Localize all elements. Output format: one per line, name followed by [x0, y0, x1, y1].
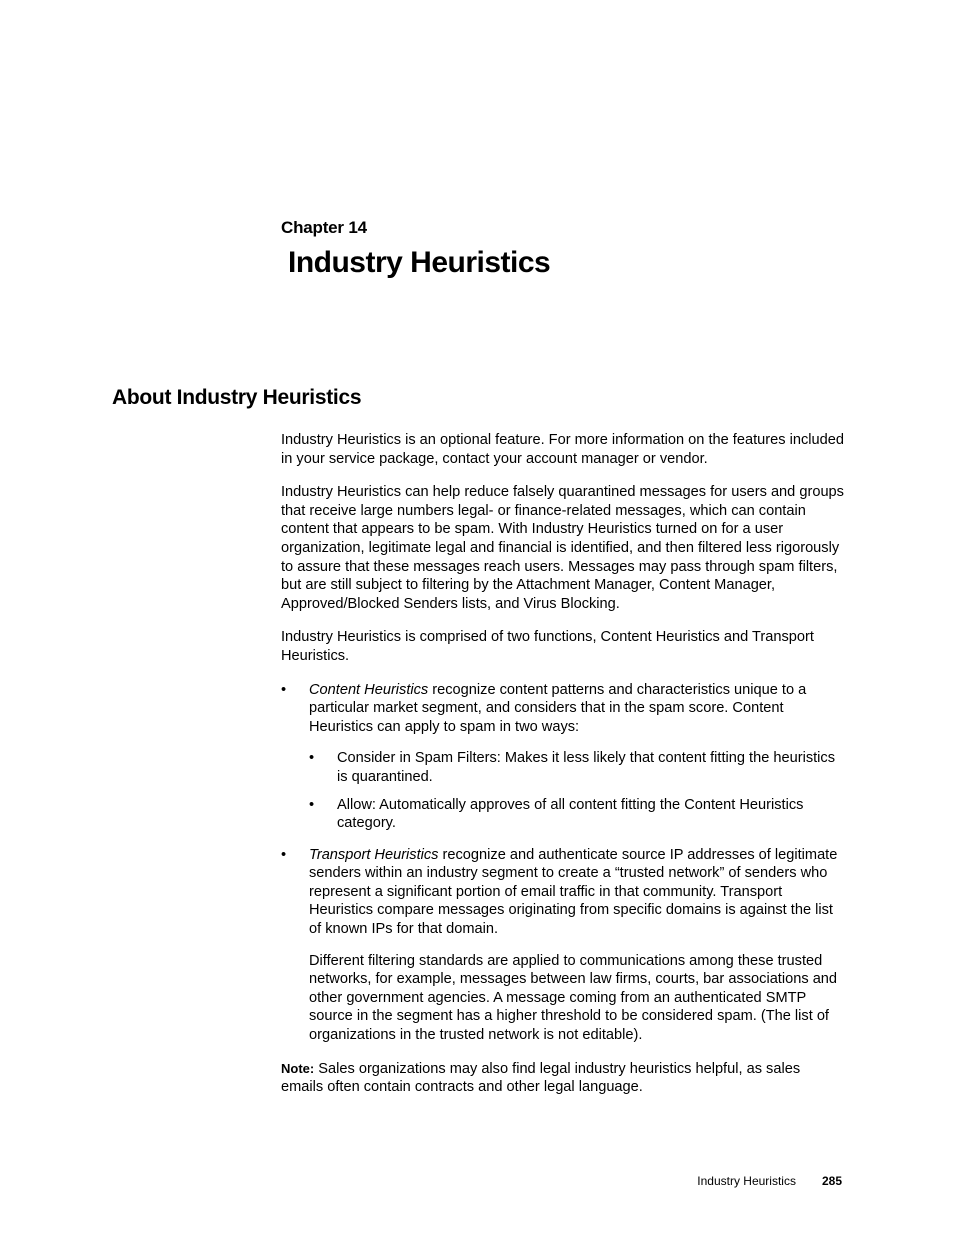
sub-bullet-item	[309, 749, 846, 786]
bullet-marker: •	[309, 796, 315, 813]
page-number: 285	[821, 1174, 842, 1188]
chapter-title: Industry Heuristics	[288, 246, 551, 279]
body-text	[281, 431, 846, 1112]
chapter-label: Chapter 14	[281, 218, 367, 237]
sub-bullet-list	[309, 749, 846, 832]
paragraph: Industry Heuristics is an optional feature. For more information on the features included in your service package, contact your account manager or vendor.	[281, 432, 844, 467]
bullet-text: recognize content patterns and characteristics unique to a particular market segment, and considers that in the spam score. Content Heuristics can apply to spam in two ways:	[309, 681, 807, 735]
term-transport-heuristics: Transport Heuristics	[309, 846, 439, 863]
bullet-paragraph: Different filtering standards are applied to communications among these trusted networks, for example, messages between law firms, courts, bar associations and other government agencies. A message coming from an authenticated SMTP source in the segment has a higher threshold to be considered spam. (The list of organizations in the trusted network is not editable).	[309, 952, 838, 1044]
bullet-marker: •	[309, 750, 315, 767]
footer-title: Industry Heuristics	[697, 1174, 796, 1188]
sub-bullet-text: Consider in Spam Filters: Makes it less likely that content fitting the heuristics is quarantined.	[337, 750, 836, 785]
term-content-heuristics: Content Heuristics	[309, 681, 429, 698]
note	[281, 1060, 846, 1097]
note-label: Note:	[281, 1060, 315, 1076]
bullet-text: recognize and authenticate source IP addresses of legitimate senders within an industry segment to create a “trusted network” of senders who represent a significant portion of email traffic in that community. Transport Heuristics compare messages originating from specific domains is against the list of known IPs for that domain.	[309, 846, 838, 938]
bullet-content-heuristics	[281, 681, 846, 833]
bullet-transport-heuristics	[281, 846, 846, 1045]
paragraph: Industry Heuristics can help reduce falsely quarantined messages for users and groups that receive large numbers legal- or finance-related messages, which can contain content that appears to be spam. With Industry Heuristics turned on for a user organization, legitimate legal and financial is identified, and then filtered less rigorously to assure that these messages reach users. Messages may pass through spam filters, but are still subject to filtering by the Attachment Manager, Content Manager, Approved/Blocked Senders lists, and Virus Blocking.	[281, 484, 844, 612]
sub-bullet-text: Allow: Automatically approves of all content fitting the Content Heuristics category.	[337, 796, 804, 832]
note-text: Sales organizations may also find legal industry heuristics helpful, as sales emails often contain contracts and other legal language.	[281, 1060, 801, 1096]
page-footer	[697, 1174, 842, 1188]
sub-bullet-item	[309, 796, 846, 833]
paragraph: Industry Heuristics is comprised of two functions, Content Heuristics and Transport Heuristics.	[281, 629, 814, 664]
bullet-marker: •	[281, 681, 287, 698]
bullet-marker: •	[281, 846, 287, 863]
section-heading: About Industry Heuristics	[112, 386, 362, 409]
